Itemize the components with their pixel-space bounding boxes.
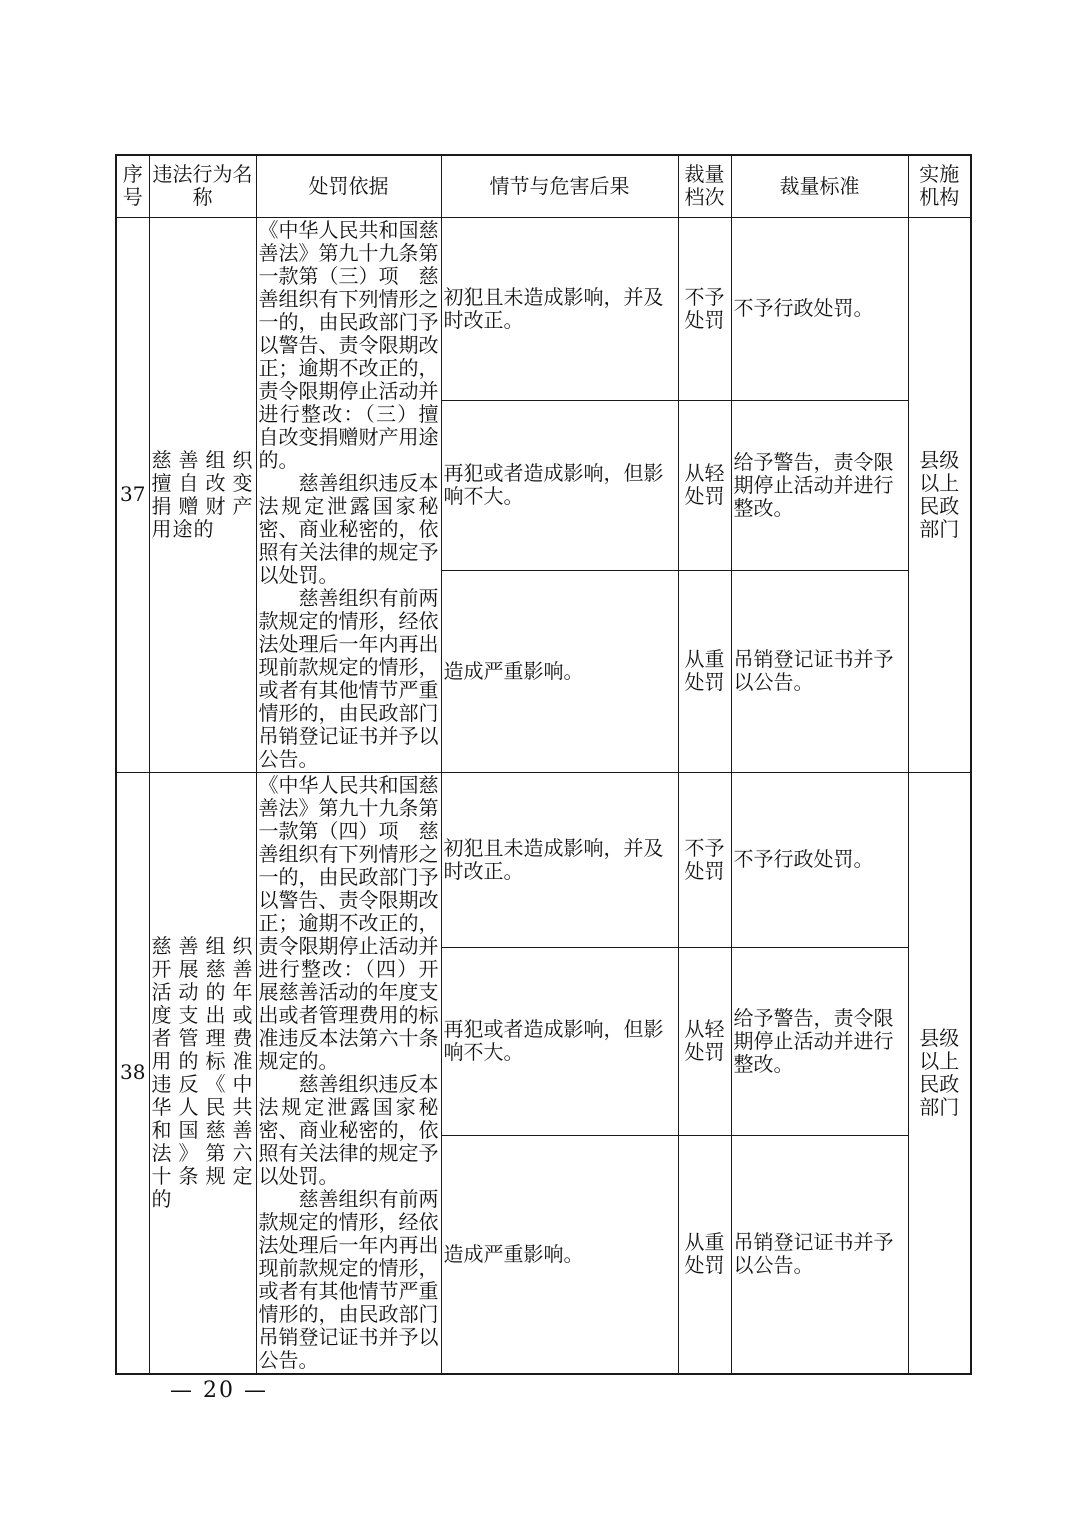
header-agency: 实施机构 [908, 155, 971, 217]
penalty-basis [256, 772, 441, 1374]
table-row [116, 772, 971, 947]
violation-name: 慈善组织擅自改变捐赠财产用途的 [149, 217, 256, 772]
agency-cell: 县级以上民政部门 [908, 772, 971, 1374]
standard-cell: 吊销登记证书并予以公告。 [731, 1135, 908, 1373]
circumstance-cell: 再犯或者造成影响，但影响不大。 [441, 947, 678, 1135]
table-row [116, 217, 971, 400]
level-cell: 不予处罚 [678, 217, 731, 400]
basis-paragraph: 慈善组织有前两款规定的情形，经依法处理后一年内再出现前款规定的情形，或者有其他情节严重情形的，由民政部门吊销登记证书并予以公告。 [258, 585, 439, 771]
header-level: 裁量档次 [678, 155, 731, 217]
basis-paragraph: 慈善组织有前两款规定的情形，经依法处理后一年内再出现前款规定的情形，或者有其他情节严重情形的，由民政部门吊销登记证书并予以公告。 [258, 1186, 439, 1372]
page-number: — 20 — [170, 1378, 268, 1403]
penalty-table [115, 154, 972, 1375]
circumstance-cell: 初犯且未造成影响，并及时改正。 [441, 772, 678, 947]
header-circumstance: 情节与危害后果 [441, 155, 678, 217]
circumstance-cell: 造成严重影响。 [441, 1135, 678, 1373]
basis-paragraph: 慈善组织违反本法规定泄露国家秘密、商业秘密的，依照有关法律的规定予以处罚。 [258, 1071, 439, 1188]
header-basis: 处罚依据 [256, 155, 441, 217]
standard-cell: 不予行政处罚。 [731, 217, 908, 400]
standard-cell: 不予行政处罚。 [731, 772, 908, 947]
circumstance-cell: 初犯且未造成影响，并及时改正。 [441, 217, 678, 400]
standard-cell: 给予警告，责令限期停止活动并进行整改。 [731, 947, 908, 1135]
standard-cell: 吊销登记证书并予以公告。 [731, 570, 908, 772]
circumstance-cell: 造成严重影响。 [441, 570, 678, 772]
level-cell: 不予处罚 [678, 772, 731, 947]
basis-paragraph: 慈善组织违反本法规定泄露国家秘密、商业秘密的，依照有关法律的规定予以处罚。 [258, 470, 439, 587]
header-standard: 裁量标准 [731, 155, 908, 217]
header-no: 序号 [116, 155, 149, 217]
standard-cell: 给予警告，责令限期停止活动并进行整改。 [731, 400, 908, 570]
level-cell: 从轻处罚 [678, 400, 731, 570]
table-header-row [116, 155, 971, 217]
level-cell: 从重处罚 [678, 570, 731, 772]
basis-paragraph: 《中华人民共和国慈善法》第九十九条第一款第（四）项 慈善组织有下列情形之一的，由民政部门予以警告、责令限期改正；逾期不改正的，责令限期停止活动并进行整改：（四）开展慈善活动的年度支出或者管理费用的标准违反本法第六十条规定的。 [258, 772, 439, 1073]
header-name: 违法行为名称 [149, 155, 256, 217]
agency-cell: 县级以上民政部门 [908, 217, 971, 772]
circumstance-cell: 再犯或者造成影响，但影响不大。 [441, 400, 678, 570]
row-number: 37 [116, 217, 149, 772]
row-number: 38 [116, 772, 149, 1374]
level-cell: 从重处罚 [678, 1135, 731, 1373]
violation-name: 慈善组织开展慈善活动的年度支出或者管理费用的标准违反《中华人民共和国慈善法》第六十条规定的 [149, 772, 256, 1374]
penalty-basis [256, 217, 441, 772]
level-cell: 从轻处罚 [678, 947, 731, 1135]
basis-paragraph: 《中华人民共和国慈善法》第九十九条第一款第（三）项 慈善组织有下列情形之一的，由民政部门予以警告、责令限期改正；逾期不改正的，责令限期停止活动并进行整改：（三）擅自改变捐赠财产用途的。 [258, 217, 439, 472]
